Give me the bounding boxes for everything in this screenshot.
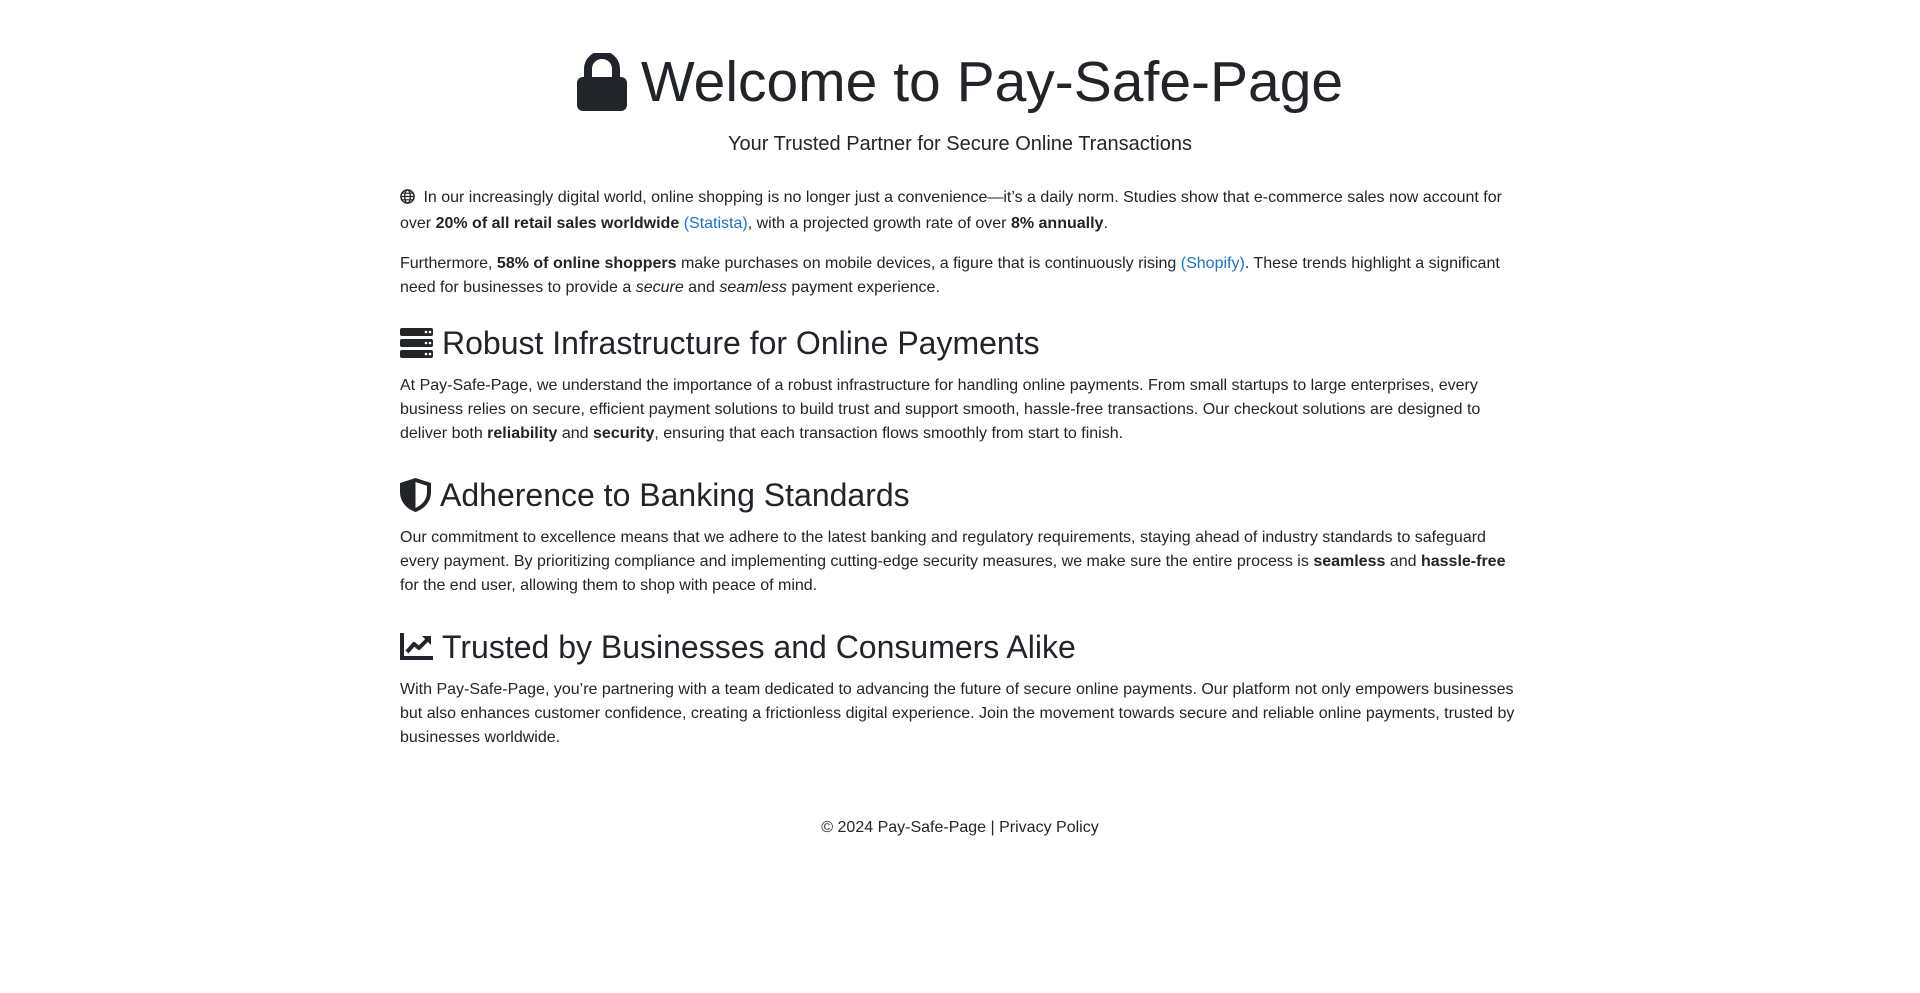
trusted-paragraph: With Pay-Safe-Page, you’re partnering with a team dedicated to advancing the future of secure online payments. Our platform not only empowers businesses but also enhances customer confidence, creating a frictionless digital experience. Join the movement towards secure and reliable online payments, trusted by businesses worldwide. (400, 681, 1515, 746)
intro-p2-text-d: and (683, 279, 720, 296)
trusted-section (400, 628, 1520, 750)
lock-icon (577, 53, 627, 111)
banking-bold-seamless: seamless (1313, 553, 1386, 570)
trusted-heading-text: Trusted by Businesses and Consumers Alike (442, 629, 1076, 665)
banking-text-b: and (1385, 553, 1421, 570)
intro-p1-text-d: . (1103, 215, 1108, 232)
intro-p2-stat-mobile: 58% of online shoppers (496, 255, 677, 272)
page-footer (400, 816, 1520, 840)
page-title (400, 46, 1520, 118)
shopify-link[interactable]: (Shopify) (1180, 255, 1245, 272)
intro-p1-stat-retail: 20% of all retail sales worldwide (435, 215, 680, 232)
infrastructure-section (400, 324, 1520, 446)
intro-p2-em-secure: secure (635, 279, 684, 296)
intro-p1-stat-growth: 8% annually (1010, 215, 1104, 232)
server-icon (400, 328, 433, 358)
footer-copyright: © 2024 Pay-Safe-Page | (821, 819, 1000, 836)
infrastructure-text-c: , ensuring that each transaction flows smoothly from start to finish. (654, 425, 1124, 442)
infrastructure-heading-text: Robust Infrastructure for Online Payments (442, 325, 1040, 361)
banking-paragraph (400, 526, 1520, 598)
page-container (400, 0, 1520, 840)
banking-section (400, 476, 1520, 598)
intro-p2-em-seamless: seamless (719, 279, 787, 296)
intro-p1-text-a: In our increasingly digital world, online shopping is no longer just a convenience—it’s a daily norm. Studies show that e-commerce sales now account for over (400, 189, 1502, 232)
intro-paragraph-ecommerce (400, 186, 1520, 236)
intro-section (400, 186, 1520, 300)
banking-heading-text: Adherence to Banking Standards (440, 477, 910, 513)
trusted-heading (400, 628, 1520, 666)
infrastructure-heading (400, 324, 1520, 362)
page-subtitle: Your Trusted Partner for Secure Online Transactions (728, 133, 1192, 155)
privacy-policy-link[interactable]: Privacy Policy (999, 819, 1099, 836)
chart-line-icon (400, 633, 433, 661)
banking-heading (400, 476, 1520, 514)
banking-text-c: for the end user, allowing them to shop with peace of mind. (400, 577, 818, 594)
banking-bold-hassle-free: hassle-free (1420, 553, 1506, 570)
banking-text-a: Our commitment to excellence means that we adhere to the latest banking and regulatory requirements, staying ahead of industry standards to safeguard every payment. By prioritizing compliance and implementing cutting-edge security measures, we make sure the entire process is (400, 529, 1486, 570)
globe-icon (400, 188, 415, 212)
infrastructure-bold-security: security (593, 425, 655, 442)
intro-p2-text-a: Furthermore, (400, 255, 497, 272)
shield-icon (400, 478, 431, 512)
intro-p1-text-c: , with a projected growth rate of over (747, 215, 1011, 232)
intro-p2-text-b: make purchases on mobile devices, a figure that is continuously rising (676, 255, 1181, 272)
intro-p2-text-e: payment experience. (786, 279, 940, 296)
page-title-text: Welcome to Pay-Safe-Page (640, 50, 1344, 114)
infrastructure-bold-reliability: reliability (487, 425, 558, 442)
intro-paragraph-mobile (400, 252, 1520, 300)
statista-link[interactable]: (Statista) (683, 215, 748, 232)
intro-p2-text-c: . These trends highlight a significant need for businesses to provide a (400, 255, 1500, 296)
infrastructure-text-b: and (557, 425, 594, 442)
page-header (400, 46, 1520, 158)
infrastructure-text-a: At Pay-Safe-Page, we understand the importance of a robust infrastructure for handling online payments. From small startups to large enterprises, every business relies on secure, efficient payment solutions to build trust and support smooth, hassle-free transactions. Our checkout solutions are designed to deliver both (400, 377, 1481, 442)
infrastructure-paragraph (400, 374, 1520, 446)
